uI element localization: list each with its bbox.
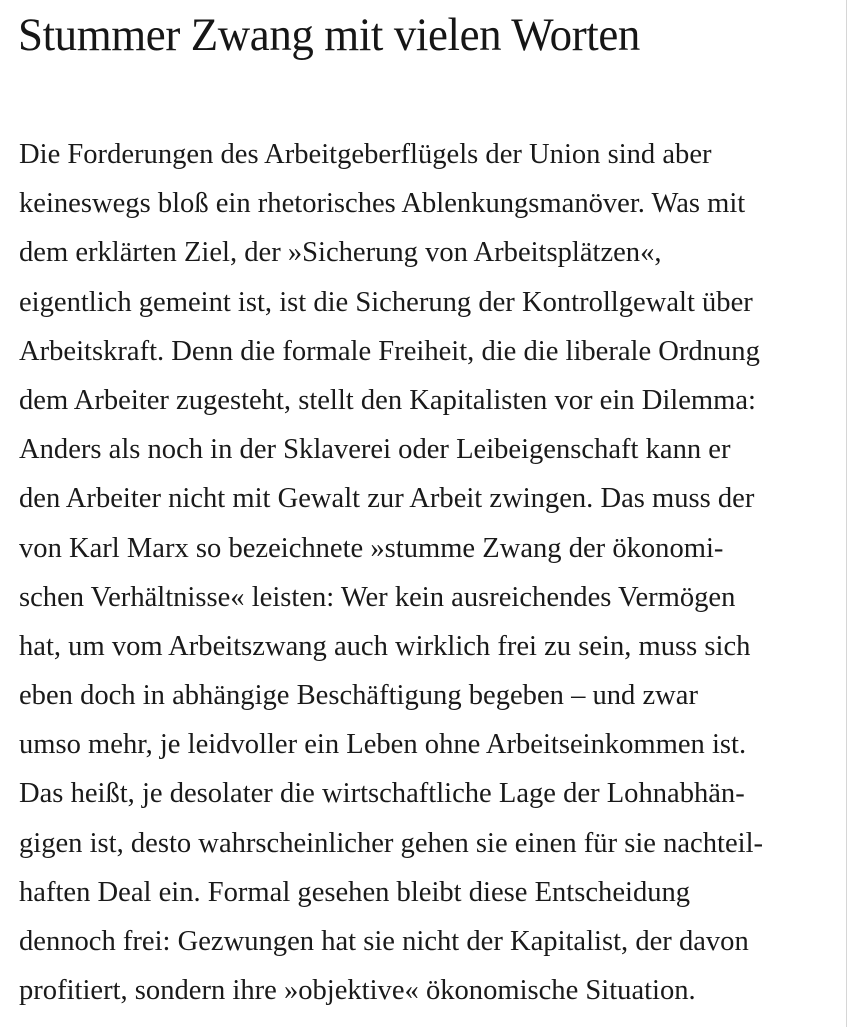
body-line: eben doch in abhängige Beschäftigung begeben – und zwar [19, 679, 698, 712]
body-line: dem erklärten Ziel, der »Sicherung von Arbeitsplätzen«, [19, 236, 662, 269]
body-line: Die Forderungen des Arbeitgeberflügels der Union sind aber [19, 138, 712, 170]
body-line: Das heißt, je desolater die wirtschaftliche Lage der Lohnabhän- [19, 777, 745, 810]
body-line: profitiert, sondern ihre »objektive« ökonomische Situation. [19, 974, 696, 1007]
body-line: schen Verhältnisse« leisten: Wer kein ausreichendes Vermögen [19, 580, 736, 613]
article-title: Stummer Zwang mit vielen Worten [18, 9, 640, 61]
body-line: von Karl Marx so bezeichnete »stumme Zwang der ökonomi- [19, 531, 724, 564]
body-line: dem Arbeiter zugesteht, stellt den Kapitalisten vor ein Dilemma: [19, 383, 756, 416]
body-line: gigen ist, desto wahrscheinlicher gehen sie einen für sie nachteil- [19, 826, 764, 859]
body-line: umso mehr, je leidvoller ein Leben ohne Arbeitseinkommen ist. [19, 728, 747, 761]
body-line: Anders als noch in der Sklaverei oder Leibeigenschaft kann er [19, 433, 731, 466]
body-line: dennoch frei: Gezwungen hat sie nicht der Kapitalist, der davon [19, 925, 749, 957]
body-line: keineswegs bloß ein rhetorisches Ablenkungsmanöver. Was mit [19, 187, 746, 220]
body-line: hat, um vom Arbeitszwang auch wirklich frei zu sein, muss sich [19, 629, 751, 662]
body-line: haften Deal ein. Formal gesehen bleibt diese Entscheidung [19, 875, 691, 908]
body-line: den Arbeiter nicht mit Gewalt zur Arbeit zwingen. Das muss der [19, 482, 755, 515]
body-line: Arbeitskraft. Denn die formale Freiheit, die die liberale Ordnung [19, 334, 760, 367]
page-edge-divider [846, 0, 852, 1027]
article-body [19, 130, 774, 1015]
body-line: eigentlich gemeint ist, ist die Sicherung der Kontrollgewalt über [19, 285, 753, 318]
